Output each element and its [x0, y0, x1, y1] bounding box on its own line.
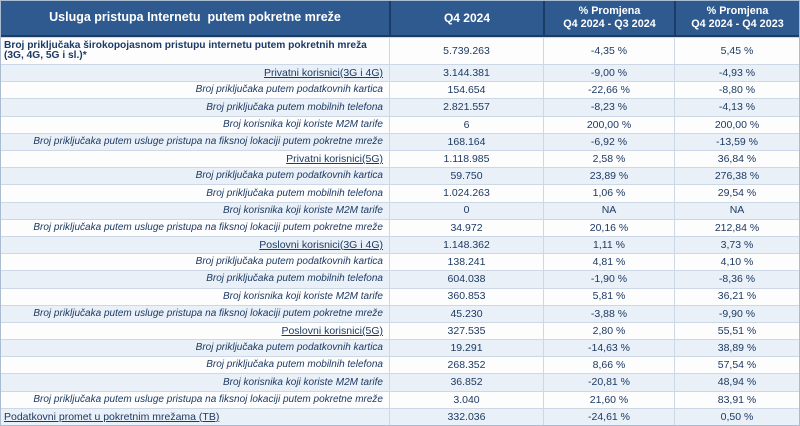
value-change-yoy: -4,13 % [674, 99, 799, 115]
value-change-q3: NA [543, 203, 674, 219]
value-change-q3: 200,00 % [543, 117, 674, 133]
row-label: Broj priključaka putem usluge pristupa na fiksnoj lokaciji putem pokretne mreže [33, 221, 383, 233]
table-row [1, 373, 799, 390]
value-q4-2024: 327.535 [389, 323, 543, 339]
value-change-q3: 2,58 % [543, 151, 674, 167]
value-change-q3: -3,88 % [543, 306, 674, 322]
value-change-q3: -8,23 % [543, 99, 674, 115]
value-change-q3: -6,92 % [543, 134, 674, 150]
column-header-change-q3: % Promjena Q4 2024 - Q3 2024 [543, 1, 674, 35]
table-row [1, 288, 799, 305]
value-q4-2024: 2.821.557 [389, 99, 543, 115]
value-change-q3: -22,66 % [543, 82, 674, 98]
value-q4-2024: 604.038 [389, 271, 543, 287]
value-change-yoy: -13,59 % [674, 134, 799, 150]
value-q4-2024: 36.852 [389, 374, 543, 390]
table-row [1, 184, 799, 201]
table-row [1, 37, 799, 64]
value-q4-2024: 268.352 [389, 357, 543, 373]
value-change-yoy: 0,50 % [674, 409, 799, 425]
value-change-yoy: 36,84 % [674, 151, 799, 167]
value-q4-2024: 34.972 [389, 220, 543, 236]
row-label: Broj priključaka putem mobilnih telefona [206, 359, 383, 371]
value-change-q3: 1,06 % [543, 185, 674, 201]
value-change-yoy: 29,54 % [674, 185, 799, 201]
row-label: Broj priključaka putem podatkovnih kartica [195, 342, 383, 354]
value-change-q3: -1,90 % [543, 271, 674, 287]
value-change-yoy: -9,90 % [674, 306, 799, 322]
table-row [1, 253, 799, 270]
value-change-yoy: -4,93 % [674, 65, 799, 81]
value-change-q3: -4,35 % [543, 38, 674, 64]
value-q4-2024: 3.040 [389, 392, 543, 408]
value-change-q3: 21,60 % [543, 392, 674, 408]
value-change-q3: 2,80 % [543, 323, 674, 339]
table-row [1, 133, 799, 150]
row-label: Podatkovni promet u pokretnim mrežama (TB) [4, 410, 220, 423]
table-row [1, 202, 799, 219]
value-change-yoy: 4,10 % [674, 254, 799, 270]
table-title: Usluga pristupa Internetu putem pokretne mreže [49, 10, 341, 25]
value-change-q3: 8,66 % [543, 357, 674, 373]
table-row [1, 116, 799, 133]
table-row [1, 167, 799, 184]
value-q4-2024: 19.291 [389, 340, 543, 356]
value-change-yoy: 3,73 % [674, 237, 799, 253]
value-change-q3: -24,61 % [543, 409, 674, 425]
row-label: Broj priključaka putem podatkovnih kartica [195, 170, 383, 182]
row-label: Broj priključaka putem mobilnih telefona [206, 101, 383, 113]
table-row [1, 408, 799, 425]
value-q4-2024: 6 [389, 117, 543, 133]
table-row [1, 270, 799, 287]
table-row [1, 81, 799, 98]
value-change-q3: -9,00 % [543, 65, 674, 81]
value-change-q3: 20,16 % [543, 220, 674, 236]
value-q4-2024: 332.036 [389, 409, 543, 425]
row-label: Broj priključaka putem usluge pristupa na fiksnoj lokaciji putem pokretne mreže [33, 135, 383, 147]
value-change-yoy: 48,94 % [674, 374, 799, 390]
value-q4-2024: 0 [389, 203, 543, 219]
value-change-q3: -14,63 % [543, 340, 674, 356]
column-header-change-yoy: % Promjena Q4 2024 - Q4 2023 [674, 1, 799, 35]
value-change-yoy: -8,36 % [674, 271, 799, 287]
row-label: Broj korisnika koji koriste M2M tarife [222, 376, 383, 388]
value-q4-2024: 1.118.985 [389, 151, 543, 167]
value-change-yoy: 36,21 % [674, 289, 799, 305]
table-row [1, 236, 799, 253]
value-change-q3: 1,11 % [543, 237, 674, 253]
value-change-q3: -20,81 % [543, 374, 674, 390]
table-row [1, 64, 799, 81]
row-label: Broj priključaka putem podatkovnih kartica [195, 84, 383, 96]
column-header-q4-2024 [389, 1, 543, 35]
column-header-q4-2024-label: Q4 2024 [443, 10, 491, 25]
table-row [1, 150, 799, 167]
value-change-yoy: 55,51 % [674, 323, 799, 339]
table-row [1, 322, 799, 339]
value-change-yoy: 276,38 % [674, 168, 799, 184]
value-change-q3: 4,81 % [543, 254, 674, 270]
value-change-yoy: 5,45 % [674, 38, 799, 64]
row-label: Broj priključaka širokopojasnom pristupu internetu putem pokretnih mreža (3G, 4G, 5G i sl.)* [4, 39, 367, 62]
row-label: Broj priključaka putem podatkovnih kartica [195, 256, 383, 268]
row-label: Poslovni korisnici(5G) [281, 324, 383, 337]
value-change-yoy: 38,89 % [674, 340, 799, 356]
row-label: Broj priključaka putem usluge pristupa na fiksnoj lokaciji putem pokretne mreže [33, 393, 383, 405]
value-q4-2024: 3.144.381 [389, 65, 543, 81]
row-label: Broj korisnika koji koriste M2M tarife [222, 118, 383, 130]
table-row [1, 391, 799, 408]
value-change-yoy: -8,80 % [674, 82, 799, 98]
table-row [1, 305, 799, 322]
table-row [1, 98, 799, 115]
row-label: Broj priključaka putem mobilnih telefona [206, 187, 383, 199]
value-q4-2024: 5.739.263 [389, 38, 543, 64]
table-row [1, 219, 799, 236]
row-label: Broj korisnika koji koriste M2M tarife [222, 204, 383, 216]
table-row [1, 356, 799, 373]
value-q4-2024: 1.024.263 [389, 185, 543, 201]
value-q4-2024: 154.654 [389, 82, 543, 98]
value-q4-2024: 45.230 [389, 306, 543, 322]
value-q4-2024: 360.853 [389, 289, 543, 305]
value-change-yoy: 83,91 % [674, 392, 799, 408]
value-change-q3: 5,81 % [543, 289, 674, 305]
table-row [1, 339, 799, 356]
value-change-q3: 23,89 % [543, 168, 674, 184]
value-change-yoy: NA [674, 203, 799, 219]
table-body [1, 37, 799, 425]
value-q4-2024: 168.164 [389, 134, 543, 150]
row-label: Poslovni korisnici(3G i 4G) [259, 238, 383, 251]
table-header-row [1, 1, 799, 37]
row-label: Broj korisnika koji koriste M2M tarife [222, 290, 383, 302]
value-change-yoy: 200,00 % [674, 117, 799, 133]
row-label: Privatni korisnici(3G i 4G) [263, 66, 383, 79]
row-label: Broj priključaka putem usluge pristupa na fiksnoj lokaciji putem pokretne mreže [33, 307, 383, 319]
value-q4-2024: 59.750 [389, 168, 543, 184]
value-q4-2024: 1.148.362 [389, 237, 543, 253]
value-change-yoy: 212,84 % [674, 220, 799, 236]
value-change-yoy: 57,54 % [674, 357, 799, 373]
row-label: Broj priključaka putem mobilnih telefona [206, 273, 383, 285]
row-label: Privatni korisnici(5G) [286, 152, 383, 165]
value-q4-2024: 138.241 [389, 254, 543, 270]
